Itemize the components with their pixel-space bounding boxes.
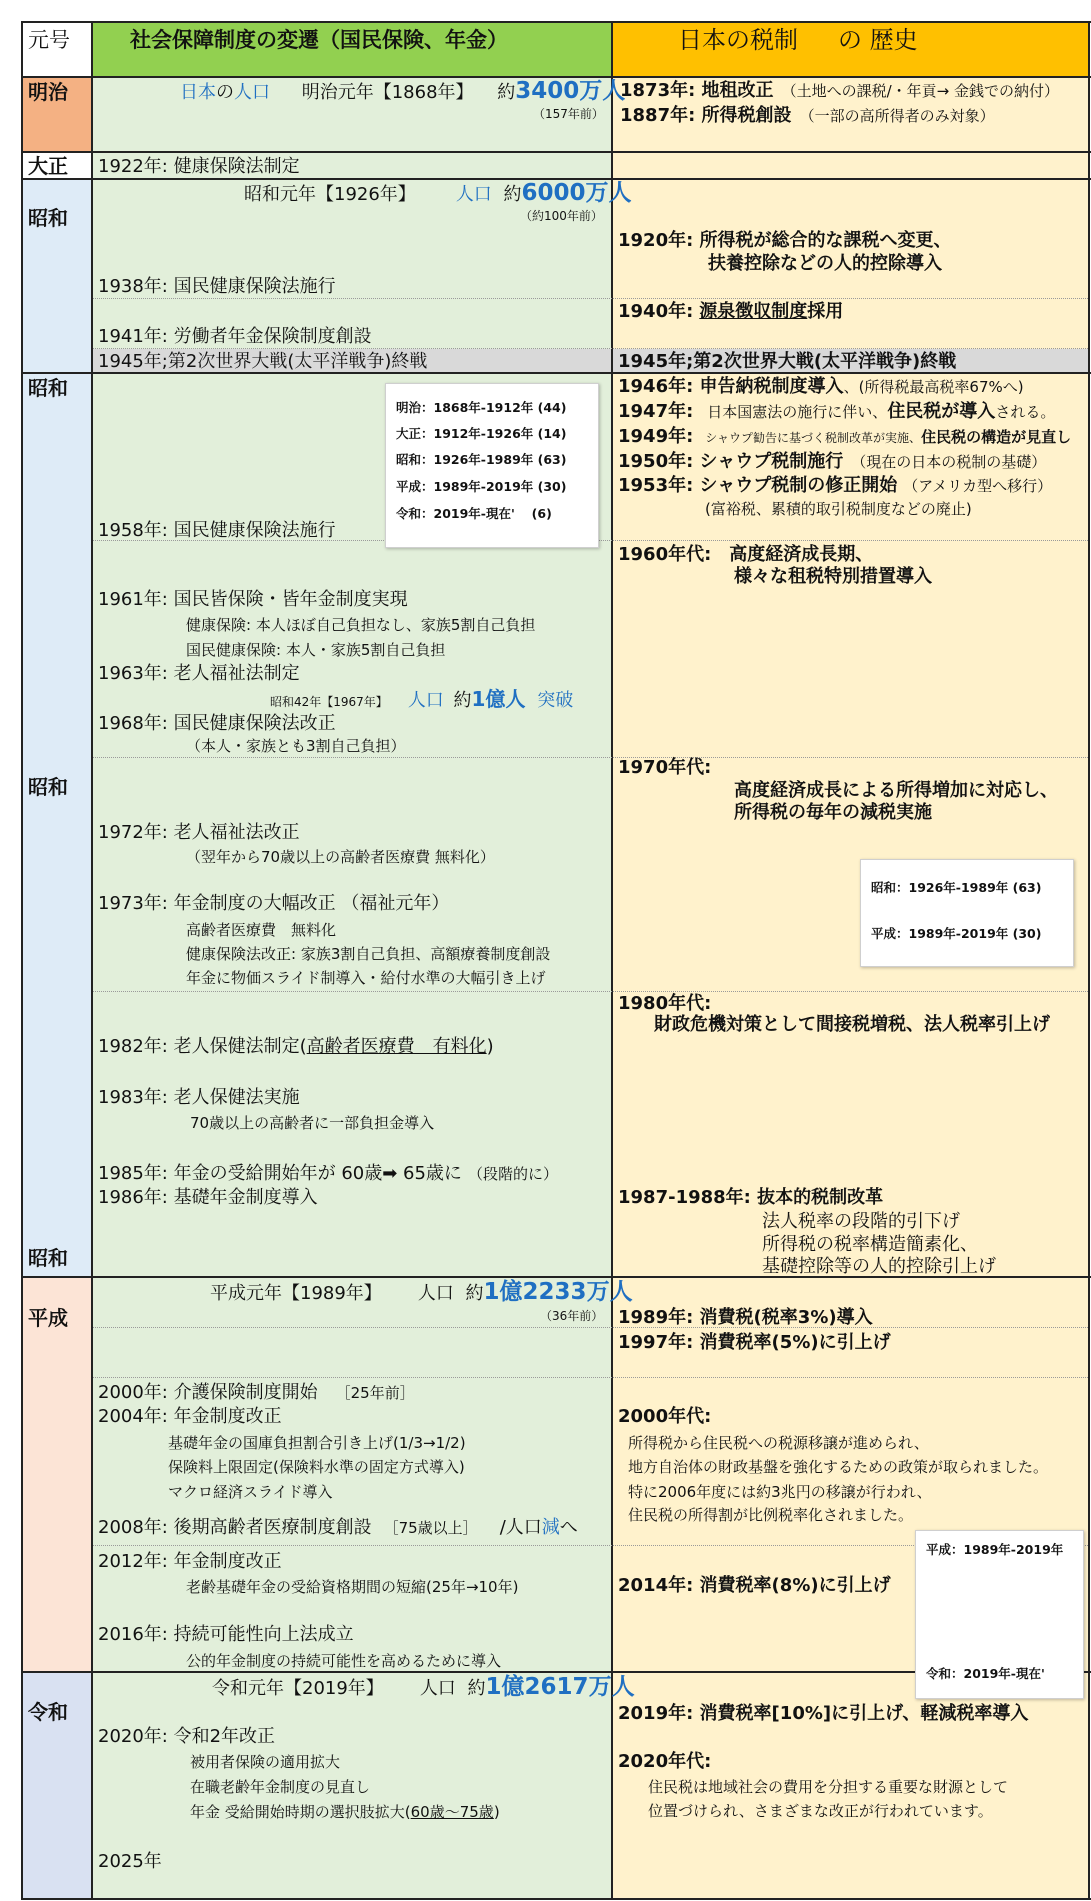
social-1961-detail-1: 健康保険: 本人ほぼ自己負担なし、家族5割自己負担 (186, 616, 536, 634)
social-2012: 2012年: 年金制度改正 (98, 1551, 282, 1572)
population-heisei: 平成元年【1989年】 人口 約1億2233万人 (210, 1279, 633, 1305)
grid-line (611, 21, 613, 1900)
grid-line (91, 21, 93, 1900)
header-tax-a: 日本の税制 (678, 26, 798, 54)
grid-dotted-line (93, 298, 1088, 299)
tax-1960s: 1960年代: 高度経済成長期、 (618, 544, 874, 565)
tax-1970s: 1970年代: (618, 757, 712, 778)
tax-1997: 1997年: 消費税率(5%)に引上げ (618, 1332, 891, 1353)
social-1972-detail: （翌年から70歳以上の高齢者医療費 無料化） (186, 848, 495, 866)
era-period-box-3 (915, 1530, 1084, 1699)
social-1922: 1922年: 健康保険法制定 (98, 156, 300, 177)
social-2004-detail-1: 基礎年金の国庫負担割合引き上げ(1/3→1/2) (168, 1434, 466, 1452)
era-period-item: 平成：1989年-2019年 (30) (871, 926, 1042, 941)
social-1986: 1986年: 基礎年金制度導入 (98, 1187, 318, 1208)
tax-1987-detail-3: 基礎控除等の人的控除引上げ (762, 1256, 996, 1277)
tax-2020s: 2020年代: (618, 1751, 712, 1772)
era-showa-1: 昭和 (28, 206, 68, 230)
tax-1987: 1987-1988年: 抜本的税制改革 (618, 1187, 884, 1208)
social-2008: 2008年: 後期高齢者医療制度創設 ［75歳以上］ /人口減へ (98, 1517, 578, 1538)
era-period-item: 昭和：1926年-1989年 (63) (871, 880, 1042, 895)
social-2016: 2016年: 持続可能性向上法成立 (98, 1624, 354, 1645)
grid-line (21, 151, 1091, 153)
header-col-social: 社会保障制度の変遷（国民保険、年金） (130, 28, 508, 52)
tax-1987-detail-1: 法人税率の段階的引下げ (762, 1211, 960, 1232)
social-1972: 1972年: 老人福祉法改正 (98, 822, 300, 843)
header-col-era: 元号 (28, 28, 70, 52)
social-2004-detail-3: マクロ経済スライド導入 (168, 1483, 333, 1501)
tax-1940: 1940年: 源泉徴収制度採用 (618, 301, 844, 322)
social-2016-detail: 公的年金制度の持続可能性を高めるために導入 (186, 1652, 502, 1670)
era-period-box-2 (860, 859, 1074, 967)
social-1973-detail-1: 高齢者医療費 無料化 (186, 921, 337, 939)
tax-1980s-detail: 財政危機対策として間接税増税、法人税率引上げ (654, 1014, 1050, 1035)
social-2025: 2025年 (98, 1851, 162, 1872)
era-meiji: 明治 (28, 80, 68, 104)
grid-line (21, 1898, 1091, 1900)
social-2004: 2004年: 年金制度改正 (98, 1406, 282, 1427)
tax-1946: 1946年: 申告納税制度導入、(所得税最高税率67%へ) (618, 376, 1024, 397)
era-period-item: 令和：2019年-現在' (926, 1666, 1045, 1681)
era-taisho: 大正 (28, 154, 68, 178)
social-1938: 1938年: 国民健康保険法施行 (98, 276, 336, 297)
social-2020: 2020年: 令和2年改正 (98, 1726, 276, 1747)
grid-dotted-line (93, 991, 1088, 992)
header-tax-b: の 歴史 (838, 26, 918, 54)
social-1973: 1973年: 年金制度の大幅改正 （福祉元年） (98, 893, 450, 914)
social-2020-detail-1: 被用者保険の適用拡大 (190, 1753, 341, 1771)
social-1983-detail: 70歳以上の高齢者に一部負担金導入 (190, 1114, 435, 1132)
era-heisei: 平成 (28, 1306, 68, 1330)
tax-1873: 1873年: 地租改正 （土地への課税/・年貢→ 金銭での納付） (620, 80, 1059, 101)
social-1963: 1963年: 老人福祉法制定 (98, 663, 300, 684)
tax-2000s-detail-1: 所得税から住民税への税源移譲が進められ、 (628, 1434, 929, 1452)
social-1968: 1968年: 国民健康保険法改正 (98, 713, 336, 734)
tax-1970s-detail-1: 高度経済成長による所得増加に対応し、 (734, 780, 1058, 801)
era-reiwa: 令和 (28, 1700, 68, 1724)
era-showa-3: 昭和 (28, 775, 68, 799)
grid-dotted-line (93, 348, 1088, 349)
grid-dotted-line (93, 1377, 1088, 1378)
era-period-item: 令和：2019年-現在' (6) (396, 506, 552, 521)
social-1982: 1982年: 老人保健法制定(高齢者医療費 有料化) (98, 1036, 494, 1057)
tax-1920-detail: 扶養控除などの人的控除導入 (708, 253, 942, 274)
era-showa-2: 昭和 (28, 376, 68, 400)
social-2020-detail-3: 年金 受給開始時期の選択肢拡大(60歳〜75歳) (190, 1803, 500, 1821)
social-2020-detail-2: 在職老齢年金制度の見直し (190, 1778, 371, 1796)
tax-1953-detail: (富裕税、累積的取引税制度などの廃止) (705, 500, 972, 518)
tax-2020s-detail-2: 位置づけられ、さまざまな改正が行われています。 (648, 1802, 993, 1820)
era-period-item: 大正：1912年-1926年 (14) (396, 426, 567, 441)
tax-2020s-detail-1: 住民税は地域社会の費用を分担する重要な財源として (648, 1778, 1009, 1796)
social-2004-detail-2: 保険料上限固定(保険料水準の固定方式導入) (168, 1458, 465, 1476)
social-2000: 2000年: 介護保険制度開始 ［25年前］ (98, 1382, 415, 1403)
tax-1949: 1949年: シャウプ勧告に基づく税制改革が実施、住民税の構造が見直し (618, 426, 1072, 447)
tax-1945: 1945年;第2次世界大戦(太平洋戦争)終戦 (618, 351, 957, 372)
social-1973-detail-3: 年金に物価スライド制導入・給付水準の大幅引き上げ (186, 969, 546, 987)
tax-1887: 1887年: 所得税創設 （一部の高所得者のみ対象） (620, 105, 995, 126)
population-meiji-note: （157年前） (533, 107, 604, 121)
social-1945: 1945年;第2次世界大戦(太平洋戦争)終戦 (98, 351, 428, 372)
tax-2019: 2019年: 消費税率[10%]に引上げ、軽減税率導入 (618, 1703, 1029, 1724)
grid-line (21, 21, 1091, 23)
era-bg-showa (22, 179, 92, 1277)
grid-dotted-line (93, 1327, 1088, 1328)
population-showa: 昭和元年【1926年】 人口 約6000万人 (244, 180, 632, 206)
tax-1953: 1953年: シャウプ税制の修正開始 （アメリカ型へ移行） (618, 475, 1053, 496)
header-col-tax (678, 27, 918, 53)
tax-2000s: 2000年代: (618, 1406, 712, 1427)
tax-1987-detail-2: 所得税の税率構造簡素化、 (762, 1234, 978, 1255)
tax-1960s-detail: 様々な租税特別措置導入 (734, 566, 932, 587)
tax-2000s-detail-3: 特に2006年度には約3兆円の移譲が行われ、 (628, 1483, 932, 1501)
tax-2000s-detail-2: 地方自治体の財政基盤を強化するための政策が取られました。 (628, 1458, 1049, 1476)
grid-line (21, 21, 23, 1900)
social-1968-detail: （本人・家族とも3割自己負担） (186, 737, 406, 755)
era-period-item: 平成：1989年-2019年 (926, 1542, 1064, 1557)
social-2012-detail: 老齢基礎年金の受給資格期間の短縮(25年→10年) (186, 1578, 519, 1596)
social-1983: 1983年: 老人保健法実施 (98, 1087, 300, 1108)
social-1973-detail-2: 健康保険法改正: 家族3割自己負担、高額療養制度創設 (186, 945, 551, 963)
era-showa-4: 昭和 (28, 1246, 68, 1270)
social-1961-detail-2: 国民健康保険: 本人・家族5割自己負担 (186, 641, 446, 659)
population-showa42: 昭和42年【1967年】 人口 約1億人 突破 (270, 687, 574, 711)
tax-1989: 1989年: 消費税(税率3%)導入 (618, 1307, 873, 1328)
population-showa-note: （約100年前） (520, 209, 603, 223)
grid-dotted-line (93, 757, 1088, 758)
social-1958: 1958年: 国民健康保険法施行 (98, 520, 336, 541)
tax-2000s-detail-4: 住民税の所得割が比例税率化されました。 (628, 1506, 914, 1524)
tax-1950: 1950年: シャウプ税制施行 （現在の日本の税制の基礎） (618, 451, 1047, 472)
tax-1980s: 1980年代: (618, 993, 712, 1014)
tax-1920: 1920年: 所得税が総合的な課税へ変更、 (618, 230, 952, 251)
era-period-item: 昭和：1926年-1989年 (63) (396, 452, 567, 467)
population-heisei-note: （36年前） (540, 1309, 604, 1323)
era-period-item: 平成：1989年-2019年 (30) (396, 479, 567, 494)
era-period-box-1 (385, 383, 599, 548)
tax-1947: 1947年: 日本国憲法の施行に伴い、住民税が導入される。 (618, 401, 1056, 422)
population-meiji: 日本の人口 明治元年【1868年】 約3400万人 (180, 78, 626, 104)
grid-line (1088, 21, 1090, 1900)
era-period-item: 明治：1868年-1912年 (44) (396, 400, 567, 415)
population-reiwa: 令和元年【2019年】 人口 約1億2617万人 (212, 1674, 635, 1700)
social-1941: 1941年: 労働者年金保険制度創設 (98, 326, 372, 347)
era-bg-heisei (22, 1277, 92, 1672)
social-1961: 1961年: 国民皆保険・皆年金制度実現 (98, 589, 408, 610)
tax-2014: 2014年: 消費税率(8%)に引上げ (618, 1575, 891, 1596)
social-1985: 1985年: 年金の受給開始年が 60歳➡ 65歳に （段階的に） (98, 1163, 558, 1184)
tax-1970s-detail-2: 所得税の毎年の減税実施 (734, 802, 932, 823)
